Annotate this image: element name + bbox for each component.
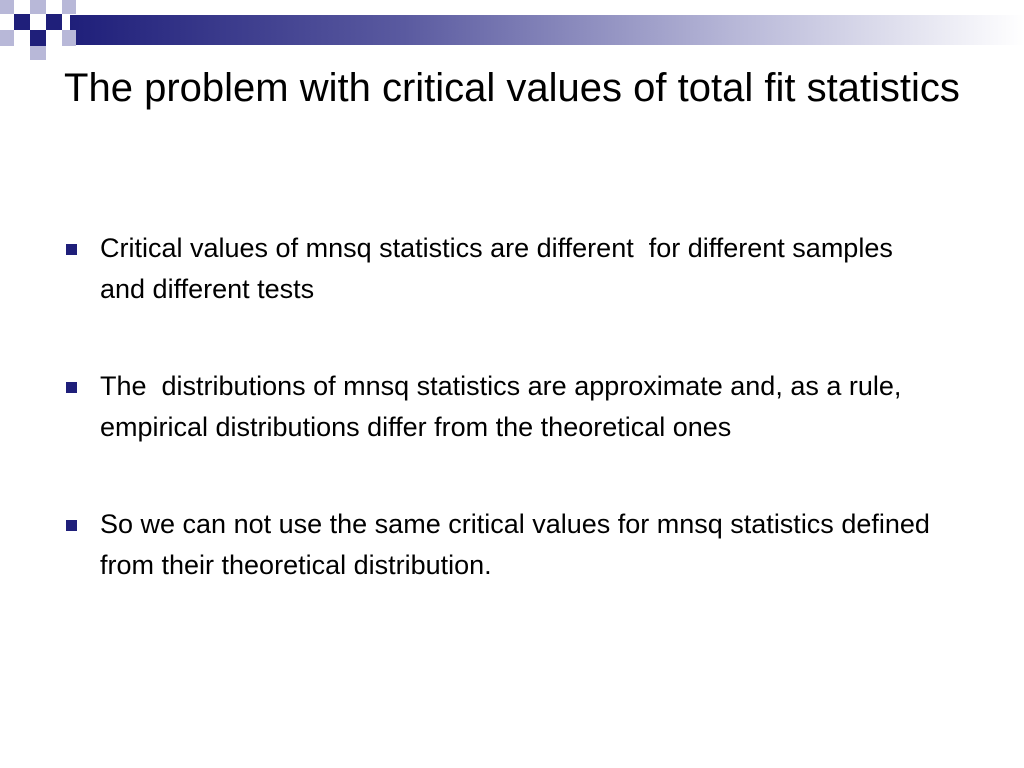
bullet-text: So we can not use the same critical values for mnsq statistics defined from their theoretical distribution. xyxy=(100,509,938,580)
bullet-text: The distributions of mnsq statistics are approximate and, as a rule, empirical distributions differ from the theoretical ones xyxy=(100,371,909,442)
header-gradient-bar xyxy=(70,15,1024,45)
bullet-item xyxy=(60,504,940,586)
slide-title: The problem with critical values of total fit statistics xyxy=(64,66,960,110)
square-bullet-icon xyxy=(66,382,77,393)
square-bullet-icon xyxy=(66,244,77,255)
square-bullet-icon xyxy=(66,520,77,531)
bullet-text: Critical values of mnsq statistics are different for different samples and different tests xyxy=(100,233,901,304)
bullet-item xyxy=(60,228,940,310)
bullet-item xyxy=(60,366,940,448)
bullet-list xyxy=(60,228,940,586)
checkered-squares-logo xyxy=(0,0,80,64)
